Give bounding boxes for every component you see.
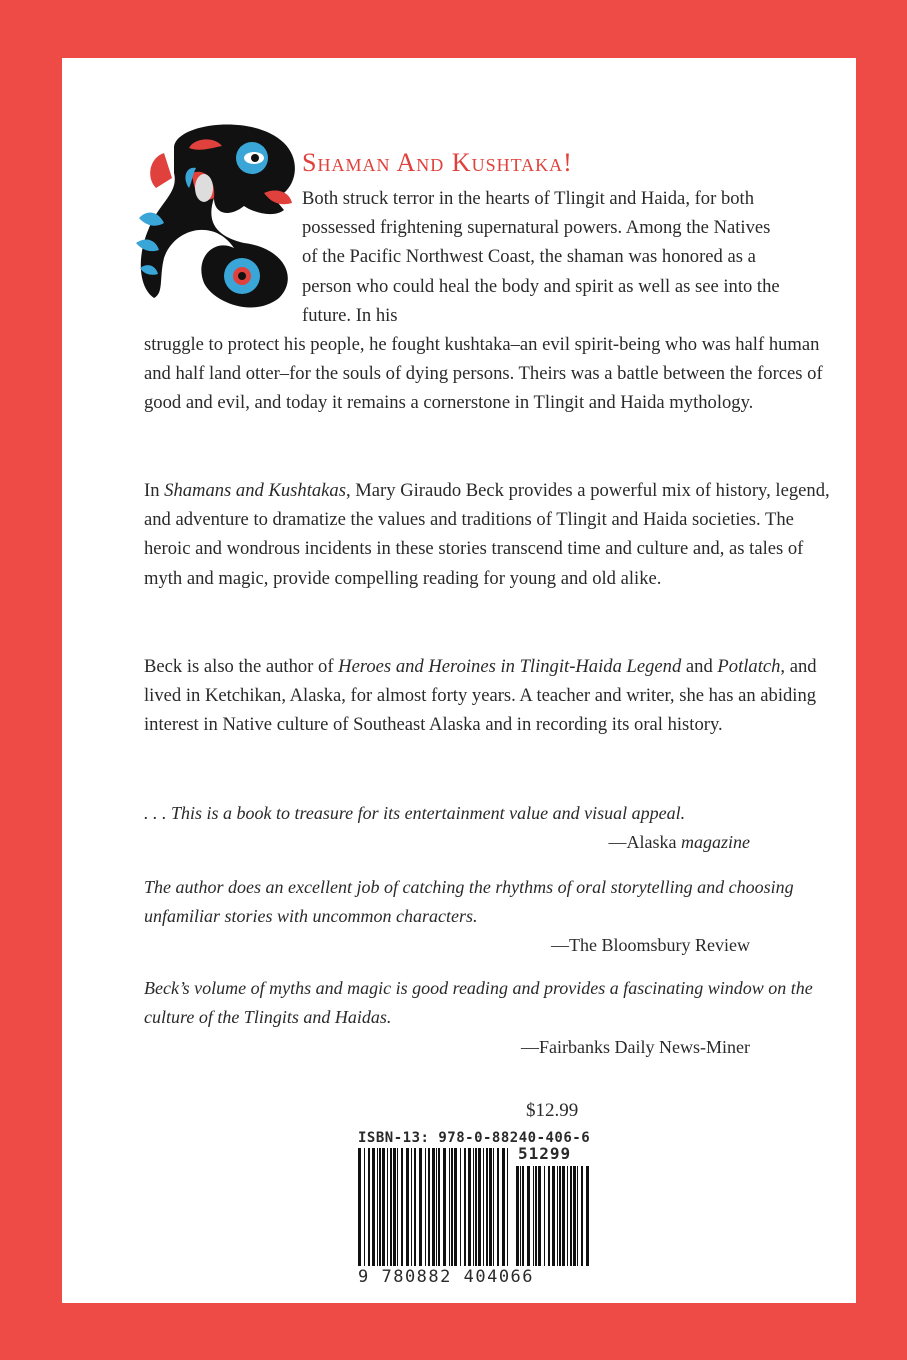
- review-quote-3: Beck’s volume of myths and magic is good reading and provides a fascinating window on the culture of the Tlingits and Haidas.: [144, 978, 813, 1027]
- back-cover: [62, 58, 856, 1303]
- review-quote-1: . . . This is a book to treasure for its entertainment value and visual appeal.: [144, 803, 686, 823]
- isbn-barcode: [358, 1148, 508, 1266]
- summary-paragraph: In Shamans and Kushtakas, Mary Giraudo Beck provides a powerful mix of history, legend, and adventure to dramatize the values and traditions of Tlingit and Haida societies. The heroic and wondrous incidents in these stories transcend time and culture and, as tales of myth and magic, provide compelling reading for young and old alike.: [144, 480, 830, 589]
- review-attribution-2: —The Bloomsbury Review: [551, 935, 750, 955]
- author-paragraph: Beck is also the author of Heroes and Heroines in Tlingit-Haida Legend and Potlatch, and lived in Ketchikan, Alaska, for almost forty years. A teacher and writer, she has an abiding interest in Native culture of Southeast Alaska and in recording its oral history.: [144, 656, 817, 736]
- price-barcode: [516, 1166, 590, 1266]
- intro-paragraph-start: Both struck terror in the hearts of Tlingit and Haida, for both possessed frightening supernatural powers. Among the Natives of the Pacific Northwest Coast, the shaman was honored as a person who could heal the body and spirit as well as see into the future. In his: [302, 188, 780, 326]
- tlingit-formline-emblem: [134, 118, 304, 308]
- isbn-label: ISBN-13: 978-0-88240-406-6: [358, 1130, 591, 1146]
- price-code: 51299: [518, 1144, 572, 1163]
- headline: Shaman And Kushtaka!: [302, 148, 573, 177]
- price-label: $12.99: [526, 1100, 579, 1121]
- review-quote-2: The author does an excellent job of catching the rhythms of oral storytelling and choosing unfamiliar stories with uncommon characters.: [144, 877, 794, 926]
- intro-paragraph-end: struggle to protect his people, he fought kushtaka–an evil spirit-being who was half human and half land otter–for the souls of dying persons. Theirs was a battle between the forces of good and evil, and today it remains a cornerstone in Tlingit and Haida mythology.: [144, 334, 823, 414]
- review-attribution-3: —Fairbanks Daily News-Miner: [521, 1037, 750, 1057]
- review-attribution-1: —Alaska magazine: [608, 832, 750, 852]
- barcode-digits: 9 780882 404066: [358, 1267, 535, 1287]
